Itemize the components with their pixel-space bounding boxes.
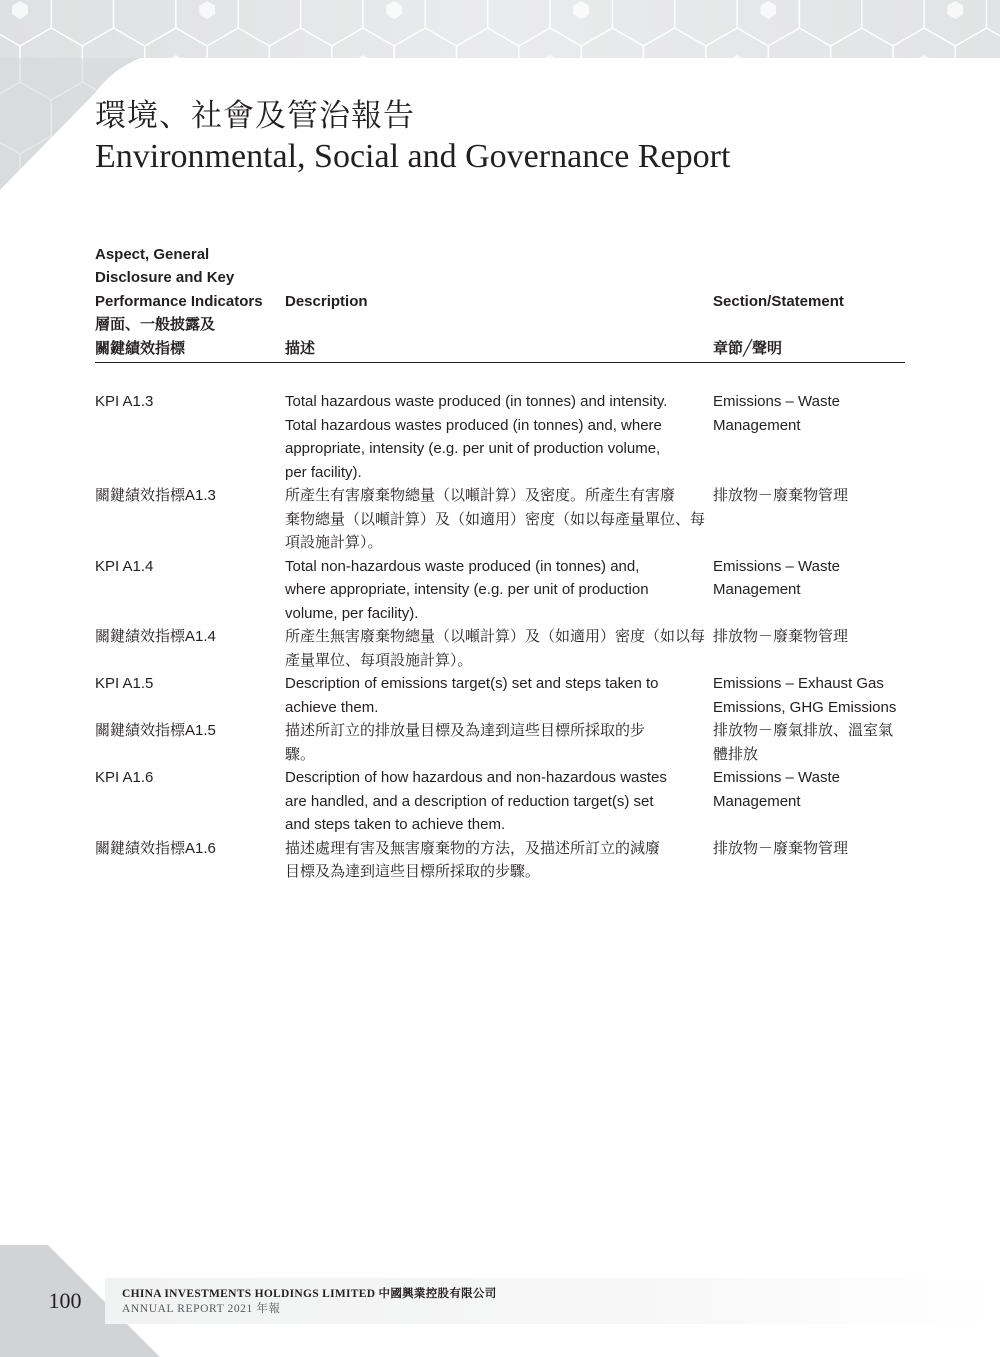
- page-title-english: Environmental, Social and Governance Report: [95, 138, 731, 175]
- section-line: 體排放: [713, 745, 759, 763]
- description-line: 棄物總量（以噸計算）及（如適用）密度（如以每產量單位、每: [285, 510, 706, 528]
- header-text-zh: 描述: [285, 339, 316, 357]
- description-line: Description of how hazardous and non-hazardous wastes: [285, 769, 667, 787]
- section-line: Management: [713, 792, 801, 810]
- description-line: 項設施計算）。: [285, 534, 383, 552]
- table-row: [95, 672, 905, 719]
- table-header: [95, 243, 905, 363]
- description-line: Description of emissions target(s) set and steps taken to: [285, 675, 659, 693]
- description-line: volume, per facility).: [285, 604, 419, 622]
- section-cell: [713, 390, 905, 484]
- section-line: 排放物－廢棄物管理: [713, 628, 849, 646]
- column-header-indicator: [95, 243, 285, 360]
- description-line: 描述處理有害及無害廢棄物的方法，及描述所訂立的減廢: [285, 839, 661, 857]
- indicator-cell: KPI A1.4: [95, 557, 154, 575]
- description-cell: [285, 719, 713, 766]
- description-cell: [285, 555, 713, 626]
- section-line: 排放物－廢氣排放、溫室氣: [713, 722, 894, 740]
- header-text-zh: 章節╱聲明: [713, 339, 783, 357]
- section-cell: [713, 625, 905, 672]
- description-line: are handled, and a description of reduction target(s) set: [285, 792, 654, 810]
- column-header-section: [713, 290, 905, 360]
- description-line: appropriate, intensity (e.g. per unit of production volume,: [285, 440, 661, 458]
- description-line: 描述所訂立的排放量目標及為達到這些目標所採取的步: [285, 722, 646, 740]
- description-cell: [285, 484, 713, 555]
- description-cell: [285, 672, 713, 719]
- section-line: Emissions – Exhaust Gas: [713, 675, 884, 693]
- description-line: 產量單位、每項設施計算）。: [285, 651, 473, 669]
- section-cell: [713, 766, 905, 837]
- description-line: 目標及為達到這些目標所採取的步驟。: [285, 863, 541, 881]
- section-line: Management: [713, 581, 801, 599]
- table-row: [95, 719, 905, 766]
- section-line: 排放物－廢棄物管理: [713, 839, 849, 857]
- description-line: Total non-hazardous waste produced (in tonnes) and,: [285, 557, 640, 575]
- header-text: Disclosure and Key: [95, 269, 235, 287]
- description-line: per facility).: [285, 463, 362, 481]
- indicator-cell: 關鍵績效指標A1.3: [95, 487, 216, 505]
- table-row: [95, 766, 905, 837]
- indicator-cell: 關鍵績效指標A1.6: [95, 839, 216, 857]
- section-line: Emissions – Waste: [713, 393, 840, 411]
- section-line: Emissions – Waste: [713, 769, 840, 787]
- section-line: Emissions, GHG Emissions: [713, 698, 897, 716]
- kpi-table: [95, 243, 905, 884]
- header-text-zh: 關鍵績效指標: [95, 339, 186, 357]
- section-cell: [713, 672, 905, 719]
- description-line: and steps taken to achieve them.: [285, 816, 506, 834]
- table-row: [95, 555, 905, 626]
- section-line: 排放物－廢棄物管理: [713, 487, 849, 505]
- table-row: [95, 484, 905, 555]
- description-line: 所產生無害廢棄物總量（以噸計算）及（如適用）密度（如以每: [285, 628, 706, 646]
- section-cell: [713, 719, 905, 766]
- description-line: where appropriate, intensity (e.g. per unit of production: [285, 581, 649, 599]
- description-line: Total hazardous waste produced (in tonnes) and intensity.: [285, 393, 668, 411]
- section-cell: [713, 837, 905, 884]
- header-text-zh: 層面、一般披露及: [95, 316, 216, 334]
- section-cell: [713, 555, 905, 626]
- indicator-cell: KPI A1.6: [95, 769, 154, 787]
- section-line: Management: [713, 416, 801, 434]
- header-text: Description: [285, 292, 368, 310]
- indicator-cell: KPI A1.5: [95, 675, 154, 693]
- indicator-cell: KPI A1.3: [95, 393, 154, 411]
- description-cell: [285, 625, 713, 672]
- description-line: achieve them.: [285, 698, 379, 716]
- header-text: Performance Indicators: [95, 292, 263, 310]
- column-header-description: [285, 290, 713, 360]
- page-title-chinese: 環境、社會及管治報告: [95, 98, 415, 134]
- description-cell: [285, 766, 713, 837]
- description-line: 驟。: [285, 745, 316, 763]
- description-line: 所產生有害廢棄物總量（以噸計算）及密度。所產生有害廢: [285, 487, 676, 505]
- section-cell: [713, 484, 905, 555]
- indicator-cell: 關鍵績效指標A1.4: [95, 628, 216, 646]
- table-row: [95, 390, 905, 484]
- table-row: [95, 625, 905, 672]
- page-number: 100: [48, 1288, 82, 1313]
- header-text: Section/Statement: [713, 292, 844, 310]
- footer-report-name: ANNUAL REPORT 2021 年報: [122, 1303, 281, 1315]
- footer-company-name: CHINA INVESTMENTS HOLDINGS LIMITED 中國興業控股有限公司: [122, 1288, 497, 1300]
- description-line: Total hazardous wastes produced (in tonnes) and, where: [285, 416, 662, 434]
- table-row: [95, 837, 905, 884]
- header-text: Aspect, General: [95, 246, 210, 263]
- table-body: [95, 390, 905, 884]
- indicator-cell: 關鍵績效指標A1.5: [95, 722, 216, 740]
- description-cell: [285, 837, 713, 884]
- section-line: Emissions – Waste: [713, 557, 840, 575]
- description-cell: [285, 390, 713, 484]
